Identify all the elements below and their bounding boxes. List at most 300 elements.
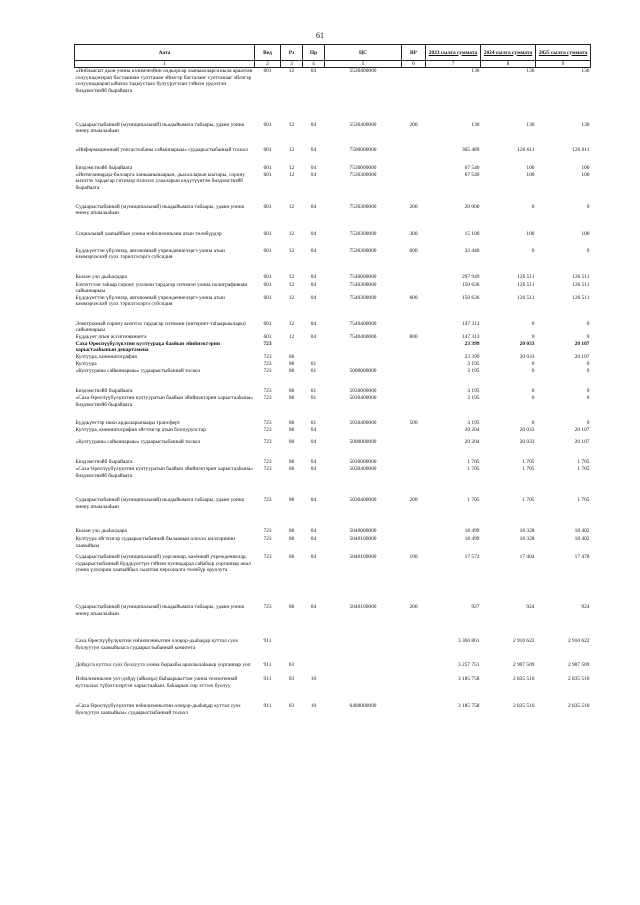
row-amount-2024: 100: [526, 230, 535, 237]
row-amount-2023: 150 636: [461, 281, 480, 288]
row-cs: 5030400000: [349, 466, 377, 473]
row-pr: 04: [310, 497, 317, 504]
row-amount-2023: 15 100: [464, 230, 480, 237]
row-name: Судаарыстыбаннай (муниципальнай) ньадыйымата табаары, удаин уонна өнөөү атыылааһын: [75, 203, 245, 217]
row-amount-2025: 130: [581, 121, 590, 128]
row-pr: 04: [310, 333, 317, 340]
row-amount-2025: 126 511: [572, 273, 590, 280]
table-row: [75, 248, 591, 274]
row-rz: 12: [288, 294, 295, 301]
row-name: Биэдэмствэйб бырайаата: [75, 459, 133, 466]
row-cs: [325, 427, 402, 439]
row-ved: 601: [263, 281, 272, 288]
row-cs: 5530400000: [349, 68, 377, 74]
row-cs: 5040100000: [349, 536, 377, 543]
row-pr: 04: [310, 466, 317, 473]
row-amount-2025: 1 705: [577, 459, 590, 466]
row-ved: 601: [263, 320, 272, 327]
row-amount-2025: 1 705: [577, 497, 590, 504]
row-amount-2024: 0: [531, 420, 535, 427]
row-amount-2024: 20 033: [519, 439, 535, 446]
column-number: 6: [402, 61, 426, 68]
row-vr: 100: [409, 554, 418, 561]
row-rz: [281, 638, 303, 662]
row-amount-2023: 23 399: [464, 354, 480, 361]
row-ved: 601: [263, 273, 272, 280]
row-rz: 12: [288, 203, 295, 210]
row-amount-2024: 126 511: [517, 273, 535, 280]
table-row: [75, 554, 591, 604]
row-cs: 7540400000: [349, 333, 377, 340]
row-cs: 5000000000: [349, 439, 377, 446]
row-rz: 08: [288, 368, 295, 375]
row-rz: 08: [288, 427, 295, 434]
row-vr: [402, 703, 426, 729]
row-rz: 12: [288, 333, 295, 340]
row-rz: 08: [288, 439, 295, 446]
row-amount-2023: 18 499: [464, 528, 480, 535]
row-rz: 12: [288, 273, 295, 280]
row-rz: 08: [288, 536, 295, 543]
row-cs: 7530000000: [349, 164, 377, 171]
row-name: Култуура, кинематография эйгэтигэр атын боппуруостар: [75, 427, 207, 434]
header-rz: Рз: [281, 45, 303, 61]
column-number: 2: [255, 61, 281, 68]
row-ved: 911: [263, 662, 272, 669]
table-row: [75, 420, 591, 427]
row-amount-2025: 126 511: [572, 294, 590, 301]
table-row: [75, 368, 591, 388]
row-pr: [303, 341, 325, 354]
row-ved: 723: [263, 388, 272, 395]
row-vr: 200: [409, 203, 418, 210]
row-amount-2025: 17 478: [574, 554, 590, 561]
row-ved: 723: [263, 395, 272, 402]
row-rz: 12: [288, 164, 295, 171]
table-row: [75, 354, 591, 361]
row-amount-2023: 67 540: [464, 171, 480, 178]
row-amount-2024: 2 907 509: [512, 662, 535, 669]
row-name: Кылан уло дьаһалдара: [75, 528, 127, 535]
row-name: Саха Өрөспүүбүлүкэтин нэһилиэнньэтин олоҕор-дьаһаҕар куттал суох буолуутун хаачыйыыга судаарыстыбаннай комитета: [75, 638, 239, 651]
row-ved: 601: [263, 230, 272, 237]
row-name: Биэдэмствэйб бырайаата: [75, 164, 133, 171]
row-amount-2025: 0: [586, 203, 590, 210]
row-amount-2025: 0: [586, 361, 590, 368]
row-cs: 5030000000: [349, 388, 377, 395]
row-pr: 10: [310, 676, 317, 683]
page-number: 61: [316, 31, 324, 40]
row-vr: [402, 439, 426, 459]
row-ved: 911: [263, 676, 272, 683]
table-row: [75, 122, 591, 147]
row-cs: 5040100000: [349, 604, 377, 611]
header-2024: 2024 сылга суммата: [481, 45, 536, 61]
row-amount-2023: 3 195: [467, 420, 480, 427]
row-amount-2023: 3 195: [467, 388, 480, 395]
row-name: Электроннай сорону киэптэх тардагар ситимин (интернет-таһаарыылары) сайыннарыы: [75, 320, 246, 334]
row-amount-2023: 147 313: [461, 333, 480, 340]
row-ved: 723: [263, 604, 272, 611]
row-vr: 200: [409, 604, 418, 611]
table-row: [75, 274, 591, 282]
row-pr: 04: [310, 554, 317, 561]
row-amount-2024: 0: [531, 361, 535, 368]
row-amount-2025: 0: [586, 333, 590, 340]
row-amount-2025: 924: [581, 604, 590, 611]
row-ved: 601: [263, 146, 272, 153]
row-amount-2023: 130: [471, 121, 480, 128]
row-name: «Инблаасыт дьон уонна кэлимэнэйин олдьорсар хаачыалларга кыла араазтан солуунадэнэрап бастааннан суоттанан эйнэгэр басталанс суоттанааг эйлэгэр солуунаднарап ыйаэпа тадыустаах булууругэхан тэйнэн урдээтэн биэдэмствэйб бырайаата: [75, 68, 253, 94]
row-vr: [402, 172, 426, 204]
row-amount-2023: 17 572: [464, 554, 480, 561]
row-name: Судаарыстыбаннай (муниципальнай) уорганнар, казённай учреждениелар, судаарыстыбаннай бүддьүөттүн тэйнэн пуонадарда сайабыр уорганнар анал уонна үлэлэрин хаачыйбыл сыаптан персоналга төлөбүр оруолута: [75, 554, 251, 574]
row-rz: 12: [288, 320, 295, 327]
row-amount-2024: 1 705: [522, 466, 535, 473]
table-row: [75, 703, 591, 729]
row-vr: [402, 388, 426, 395]
row-amount-2023: 927: [471, 604, 480, 611]
row-name: Бүддьүөттэн үбүлэнэр, автономнай учреждениелэргэ уонна атын кэммэрчэскэй суох тэрилтэлэргэ субсидия: [75, 294, 225, 308]
row-amount-2023: 297 949: [461, 273, 480, 280]
row-rz: [281, 341, 303, 354]
row-vr: [402, 536, 426, 554]
row-pr: 10: [310, 703, 317, 710]
row-vr: 600: [409, 294, 418, 301]
column-number: 3: [281, 61, 303, 68]
row-pr: 04: [310, 171, 317, 178]
row-pr: 04: [310, 164, 317, 171]
row-vr: [402, 676, 426, 703]
row-amount-2025: 2 910 622: [567, 638, 590, 645]
row-amount-2024: 20 033: [519, 354, 535, 361]
row-rz: 03: [288, 676, 295, 683]
row-amount-2023: 3 185 758: [457, 676, 480, 683]
row-amount-2024: 924: [526, 604, 535, 611]
row-amount-2023: 3 195: [467, 368, 480, 375]
row-name: Социальнай хаачыйбын уонна нэһилиэнньэни атын төлөбүрдэр: [75, 230, 222, 237]
row-name: «Саха Өрөспүүбүлүкэтин култууратын баайын эйийиэктэрин харыстааһына» биэдэмствэйб бырайаата: [75, 395, 254, 408]
row-cs: 7540300000: [349, 294, 377, 301]
row-vr: [402, 395, 426, 420]
row-rz: 12: [288, 68, 295, 74]
row-pr: 04: [310, 247, 317, 254]
row-cs: 7540400000: [349, 320, 377, 327]
row-cs: [325, 361, 402, 368]
row-pr: 01: [310, 388, 317, 395]
row-amount-2024: 126 511: [517, 281, 535, 288]
table-row: [75, 676, 591, 703]
row-name: Дойдуга куттал суох буолуута уонна быраабы арахчылаһыыр уорганнар уоп: [75, 662, 251, 669]
row-vr: [402, 354, 426, 361]
table-row: [75, 604, 591, 638]
row-amount-2023: 147 313: [461, 320, 480, 327]
row-ved: 723: [263, 368, 272, 375]
row-amount-2024: 20 033: [519, 340, 535, 347]
row-amount-2024: 130: [526, 121, 535, 128]
row-name: Судаарыстыбаннай (муниципальнай) ньадыйымата табаары, удаин уонна өнөөү атыылааһын: [75, 604, 245, 617]
row-ved: 723: [263, 536, 272, 543]
row-pr: 04: [310, 273, 317, 280]
row-amount-2024: 0: [531, 368, 535, 375]
row-cs: 5000000000: [349, 368, 377, 375]
column-number-row: [75, 61, 591, 68]
row-pr: 04: [310, 604, 317, 611]
row-amount-2025: 18 402: [574, 536, 590, 543]
row-ved: 601: [263, 171, 272, 178]
header-cs: ЦС: [325, 45, 402, 61]
row-vr: 500: [409, 420, 418, 427]
row-vr: [402, 638, 426, 662]
row-cs: 7530300000: [349, 203, 377, 210]
row-name: «Култуураны сайыннарыы» судаарыстыбаннай тоскол: [75, 439, 201, 446]
row-name: Бүддьүөттэр икки ардыларынааҕы трансферт: [75, 420, 181, 427]
row-rz: 08: [288, 497, 295, 504]
row-cs: 5030400000: [349, 420, 377, 427]
table-row: [75, 172, 591, 204]
row-pr: 04: [310, 146, 317, 153]
table-row: [75, 466, 591, 497]
header-ved: Вед: [255, 45, 281, 61]
row-vr: [402, 528, 426, 536]
header-vr: ВР: [402, 45, 426, 61]
row-rz: 08: [288, 420, 295, 427]
row-ved: 723: [263, 528, 272, 535]
row-amount-2024: 0: [531, 395, 535, 402]
row-cs: [325, 354, 402, 361]
row-amount-2025: 2 835 516: [567, 676, 590, 683]
row-cs: 5030400000: [349, 497, 377, 504]
row-amount-2023: 18 499: [464, 536, 480, 543]
row-rz: 08: [288, 528, 295, 535]
table-row: [75, 427, 591, 439]
row-amount-2024: 100: [526, 164, 535, 171]
table-row: [75, 528, 591, 536]
table-body: [75, 68, 591, 730]
row-name: Бүддьүөт атын ассигнованиета: [75, 333, 147, 340]
row-rz: 08: [288, 604, 295, 611]
table-row: [75, 638, 591, 662]
row-amount-2025: 0: [586, 368, 590, 375]
row-amount-2025: 1 705: [577, 466, 590, 473]
row-amount-2023: 1 705: [467, 459, 480, 466]
row-pr: 04: [310, 281, 317, 288]
table-row: [75, 459, 591, 466]
row-name: «Интиганнарды-билларга ханкаанынаарын, дьасалларын ыытары, сорону киэптэх тардагар ситимэр пэлпээх улааларын көдүтүүнтэн биэдэмствэйб бырайаата: [75, 171, 246, 191]
row-amount-2024: 0: [531, 388, 535, 395]
row-ved: 723: [263, 420, 272, 427]
row-ved: 601: [263, 68, 272, 74]
row-vr: 200: [409, 497, 418, 504]
row-amount-2024: 130: [526, 68, 535, 74]
row-rz: 12: [288, 247, 295, 254]
row-pr: 01: [310, 361, 317, 368]
row-amount-2025: 0: [586, 388, 590, 395]
row-ved: 601: [263, 247, 272, 254]
column-number: 1: [75, 61, 255, 68]
table-row: [75, 295, 591, 321]
row-amount-2025: 100: [581, 230, 590, 237]
row-rz: 03: [288, 703, 295, 710]
table-row: [75, 662, 591, 676]
row-amount-2024: 18 328: [519, 536, 535, 543]
row-amount-2024: 126 511: [517, 294, 535, 301]
row-name: Биэдэмствэйб бырайаата: [75, 388, 133, 395]
row-amount-2025: 0: [586, 320, 590, 327]
column-number: 9: [536, 61, 591, 68]
row-vr: 200: [409, 121, 418, 128]
row-cs: 7530300000: [349, 247, 377, 254]
row-pr: [303, 638, 325, 662]
row-ved: 601: [263, 164, 272, 171]
row-pr: 01: [310, 395, 317, 402]
table-row: [75, 341, 591, 354]
row-cs: 5030400000: [349, 395, 377, 402]
row-pr: 01: [310, 420, 317, 427]
row-amount-2025: 0: [586, 247, 590, 254]
header-2025: 2025 сылга суммата: [536, 45, 591, 61]
row-cs: 5040100000: [349, 554, 377, 561]
row-amount-2024: 0: [531, 203, 535, 210]
row-amount-2024: 1 705: [522, 459, 535, 466]
row-amount-2024: 18 328: [519, 528, 535, 535]
table-row: [75, 231, 591, 248]
row-amount-2023: 67 540: [464, 164, 480, 171]
row-vr: 800: [409, 333, 418, 340]
row-amount-2025: 0: [586, 420, 590, 427]
row-pr: 04: [310, 439, 317, 446]
row-cs: 7540000000: [349, 273, 377, 280]
row-ved: 601: [263, 121, 272, 128]
row-pr: 04: [310, 528, 317, 535]
row-rz: 03: [288, 662, 295, 669]
row-rz: 08: [288, 388, 295, 395]
row-cs: 5030000000: [349, 459, 377, 466]
row-ved: 723: [263, 361, 272, 368]
row-pr: 04: [310, 427, 317, 434]
row-pr: 04: [310, 203, 317, 210]
row-amount-2023: 130: [471, 68, 480, 74]
row-name: Бэчээттээн таһаар сорону уолэнэн тардагар ситимэн уонна полиграфиянан сайыннарыы: [75, 281, 248, 295]
row-pr: 04: [310, 320, 317, 327]
row-amount-2023: 365 489: [461, 146, 480, 153]
row-rz: 08: [288, 361, 295, 368]
row-amount-2023: 3 257 751: [457, 662, 480, 669]
row-cs: [325, 341, 402, 354]
table-row: [75, 282, 591, 295]
row-cs: [325, 662, 402, 676]
row-amount-2024: 100: [526, 171, 535, 178]
row-pr: 04: [310, 459, 317, 466]
row-rz: 12: [288, 230, 295, 237]
column-number: 7: [426, 61, 481, 68]
row-pr: [303, 354, 325, 361]
column-number: 8: [481, 61, 536, 68]
row-amount-2025: 100: [581, 171, 590, 178]
row-pr: 04: [310, 121, 317, 128]
row-ved: 723: [263, 497, 272, 504]
row-cs: 5040000000: [349, 528, 377, 535]
row-cs: 6400000000: [349, 703, 377, 710]
row-amount-2024: 126 611: [517, 146, 535, 153]
row-ved: 601: [263, 203, 272, 210]
row-amount-2025: 20 107: [574, 340, 590, 347]
row-rz: 12: [288, 171, 295, 178]
row-amount-2024: 0: [531, 320, 535, 327]
row-amount-2024: 2 910 622: [512, 638, 535, 645]
row-rz: 12: [288, 281, 295, 288]
row-ved: 723: [263, 459, 272, 466]
row-name: Саха Өрөспүүбүлүкэтин култуураҕа баайын эйийиэктэрин харыстааһынын департамена: [75, 340, 221, 354]
row-amount-2023: 20 000: [464, 203, 480, 210]
row-amount-2025: 126 611: [572, 146, 590, 153]
row-amount-2024: 0: [531, 247, 535, 254]
row-vr: [402, 466, 426, 497]
row-amount-2023: 32 440: [464, 247, 480, 254]
row-vr: 300: [409, 230, 418, 237]
row-amount-2025: 130: [581, 68, 590, 74]
row-amount-2023: 3 195: [467, 395, 480, 402]
row-amount-2025: 0: [586, 395, 590, 402]
row-ved: 723: [263, 427, 272, 434]
row-rz: 08: [288, 554, 295, 561]
row-cs: 5530400000: [349, 121, 377, 128]
row-name: Нэһилиэнньэни уот-дэйдү (айылҕа) быһаарыыттан уонна техногеннай кутталлах түбэлтэлэртэн харыстааһын, баһаарын сир эттээх буолуу: [75, 676, 238, 689]
row-pr: 04: [310, 230, 317, 237]
row-rz: 08: [288, 466, 295, 473]
row-ved: 723: [263, 354, 272, 361]
row-ved: 601: [263, 294, 272, 301]
table-row: [75, 204, 591, 231]
row-ved: 911: [263, 703, 272, 710]
table-row: [75, 536, 591, 554]
table-row: [75, 361, 591, 368]
row-amount-2024: 20 033: [519, 427, 535, 434]
header-2023: 2023 сылга суммата: [426, 45, 481, 61]
header-name: Аата: [75, 45, 255, 61]
row-vr: [402, 427, 426, 439]
row-ved: 723: [263, 439, 272, 446]
row-rz: 12: [288, 121, 295, 128]
row-pr: 04: [310, 536, 317, 543]
table-row: [75, 334, 591, 341]
table-row: [75, 321, 591, 334]
row-vr: [402, 361, 426, 368]
row-vr: [402, 282, 426, 295]
table-row: [75, 395, 591, 420]
row-amount-2024: 2 835 516: [512, 676, 535, 683]
row-ved: 601: [263, 333, 272, 340]
row-ved: 911: [263, 638, 272, 645]
row-amount-2023: 3 195: [467, 361, 480, 368]
row-amount-2025: 126 511: [572, 281, 590, 288]
row-name: «Саха Өрөспүүбүлүкэтин нэһилиэнньэтин олоҕор-дьаһаҕар куттал суох буолуутун хаачыйыы» судаарыстыбаннай тоскол: [75, 703, 241, 716]
row-cs: 7500000000: [349, 146, 377, 153]
column-number: 4: [303, 61, 325, 68]
table-row: [75, 388, 591, 395]
row-name: «Култуураны сайыннарыы» судаарыстыбаннай тоскол: [75, 368, 201, 375]
row-rz: 08: [288, 395, 295, 402]
row-amount-2024: 2 835 516: [512, 703, 535, 710]
row-vr: [402, 147, 426, 165]
row-cs: [325, 638, 402, 662]
column-number: 5: [325, 61, 402, 68]
row-rz: 12: [288, 146, 295, 153]
row-vr: [402, 459, 426, 466]
table-row: [75, 68, 591, 122]
budget-table: [74, 44, 591, 729]
row-amount-2023: 20 204: [464, 439, 480, 446]
